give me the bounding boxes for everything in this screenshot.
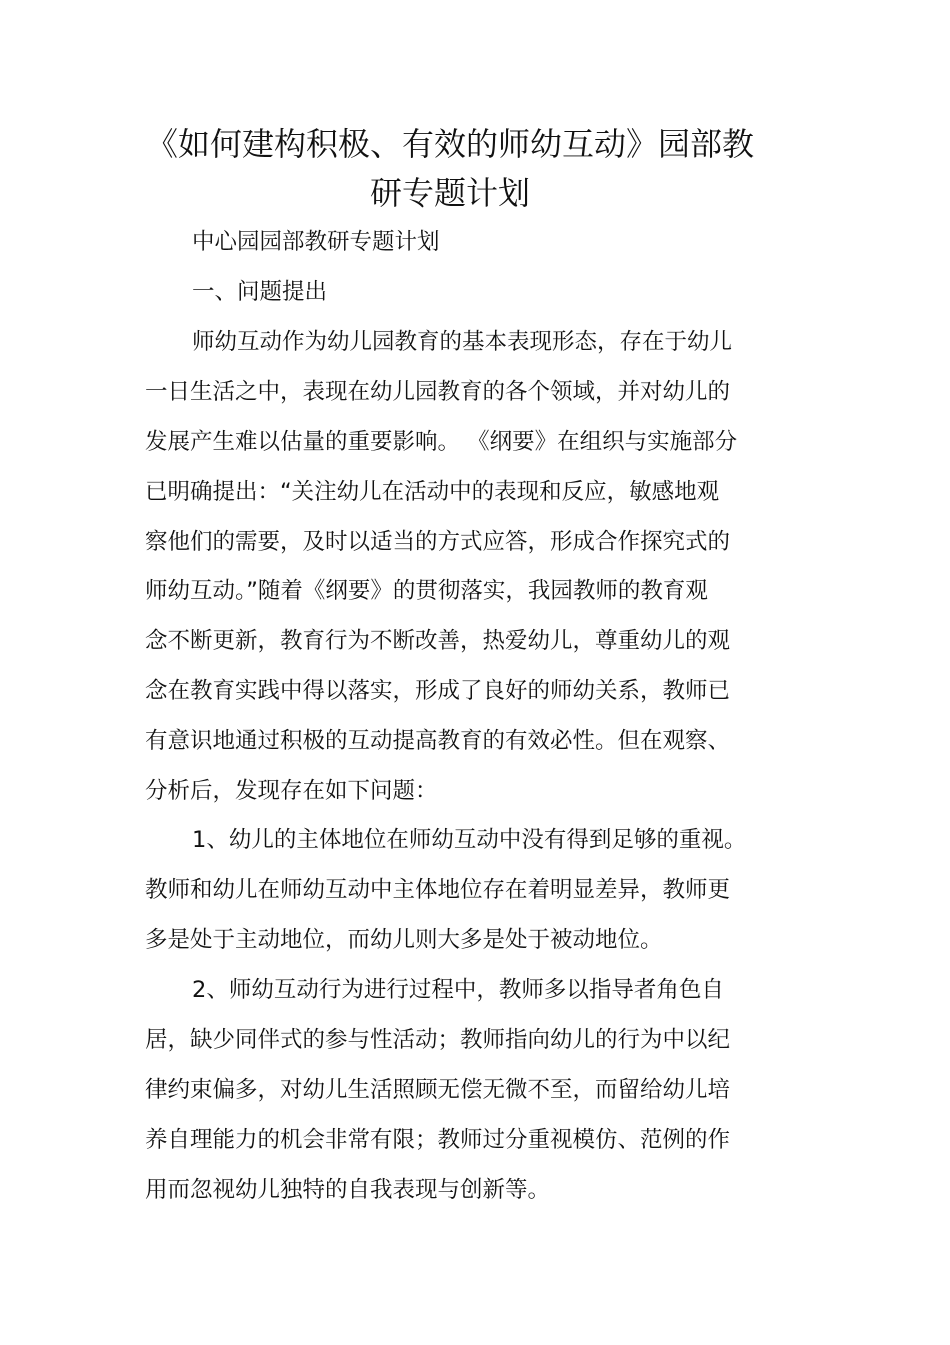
paragraph-line: 2、师幼互动行为进行过程中，教师多以指导者角色自 [192, 977, 724, 1003]
paragraph-line: 念不断更新，教育行为不断改善，热爱幼儿，尊重幼儿的观 [145, 628, 731, 654]
paragraph-line: 师幼互动。”随着《纲要》的贯彻落实，我园教师的教育观 [145, 578, 708, 604]
paragraph-line: 有意识地通过积极的互动提高教育的有效必性。但在观察、 [145, 728, 731, 754]
document-title-line-1: 《如何建构积极、有效的师幼互动》园部教 [145, 125, 754, 163]
paragraph-line: 察他们的需要，及时以适当的方式应答，形成合作探究式的 [145, 529, 731, 555]
paragraph-line: 一日生活之中，表现在幼儿园教育的各个领域，并对幼儿的 [145, 379, 731, 405]
paragraph-line: 念在教育实践中得以落实，形成了良好的师幼关系，教师已 [145, 678, 731, 704]
document-subtitle: 中心园园部教研专题计划 [192, 229, 440, 255]
paragraph-line: 教师和幼儿在师幼互动中主体地位存在着明显差异，教师更 [145, 877, 731, 903]
paragraph-line: 多是处于主动地位，而幼儿则大多是处于被动地位。 [145, 927, 663, 953]
paragraph-line: 居，缺少同伴式的参与性活动；教师指向幼儿的行为中以纪 [145, 1027, 731, 1053]
paragraph-line: 分析后，发现存在如下问题： [145, 778, 438, 804]
paragraph-line: 养自理能力的机会非常有限；教师过分重视模仿、范例的作 [145, 1127, 731, 1153]
paragraph-line: 1、幼儿的主体地位在师幼互动中没有得到足够的重视。 [192, 827, 747, 853]
section-heading: 一、问题提出 [192, 279, 328, 305]
paragraph-line: 律约束偏多，对幼儿生活照顾无偿无微不至，而留给幼儿培 [145, 1077, 731, 1103]
paragraph-line: 已明确提出：“关注幼儿在活动中的表现和反应，敏感地观 [145, 479, 720, 505]
document-title-line-2: 研专题计划 [369, 174, 530, 212]
paragraph-line: 用而忽视幼儿独特的自我表现与创新等。 [145, 1177, 551, 1203]
paragraph-line: 师幼互动作为幼儿园教育的基本表现形态，存在于幼儿 [192, 329, 733, 355]
paragraph-line: 发展产生难以估量的重要影响。 《纲要》在组织与实施部分 [145, 429, 738, 455]
